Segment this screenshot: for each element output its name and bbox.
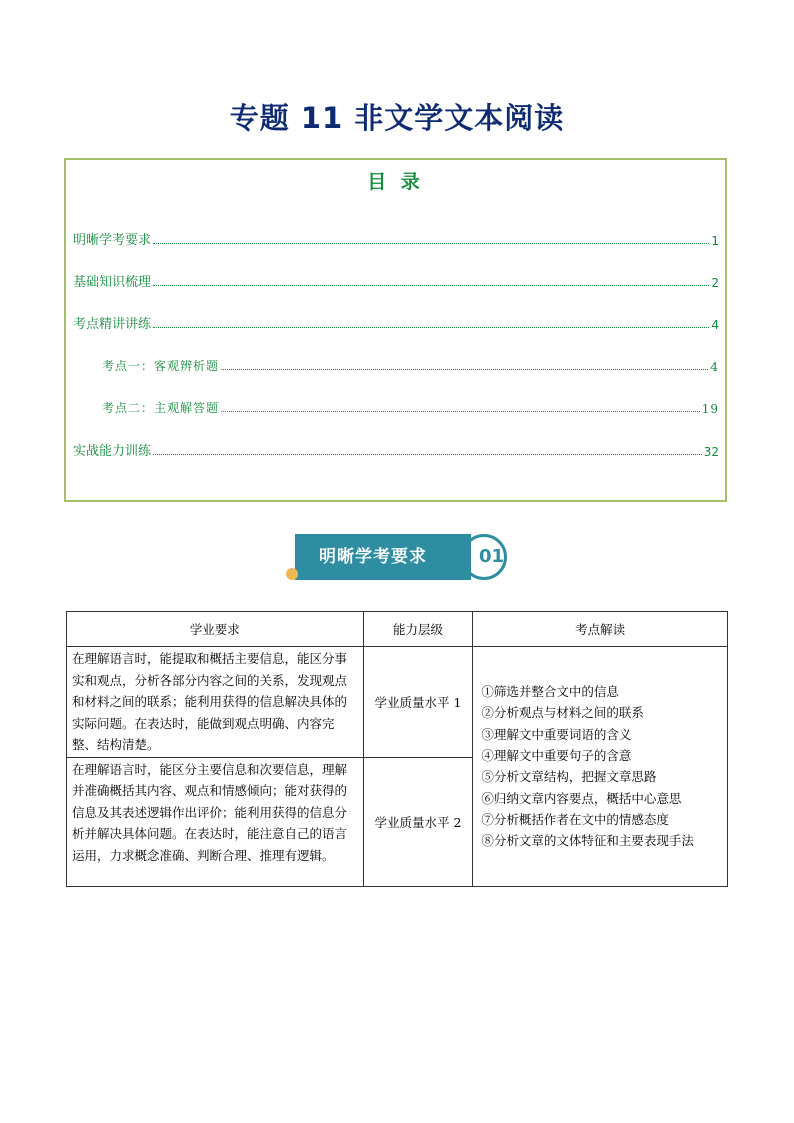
toc-item-page: 19 — [701, 402, 719, 416]
point-item: ②分析观点与材料之间的联系 — [481, 705, 644, 721]
toc-subitem[interactable] — [102, 396, 719, 416]
point-item: ⑧分析文章的文体特征和主要表现手法 — [481, 833, 694, 849]
table-of-contents — [64, 158, 727, 502]
toc-item-label: 明晰学考要求 — [73, 233, 152, 248]
section-label: 明晰学考要求 — [319, 547, 427, 567]
toc-item-page: 4 — [710, 360, 719, 374]
column-header: 学业要求 — [67, 612, 364, 647]
point-item: ⑤分析文章结构，把握文章思路 — [481, 769, 657, 785]
toc-item-label: 考点一：客观辨析题 — [102, 359, 220, 373]
column-header: 能力层级 — [363, 612, 473, 647]
toc-leader — [153, 326, 709, 328]
toc-item[interactable] — [73, 228, 719, 248]
toc-subitem[interactable] — [102, 354, 719, 374]
toc-leader — [153, 453, 702, 455]
toc-leader — [221, 410, 700, 412]
toc-leader — [153, 284, 709, 286]
point-item: ⑦分析概括作者在文中的情感态度 — [481, 811, 669, 827]
requirements-table — [66, 611, 728, 887]
toc-item-page: 2 — [711, 276, 719, 290]
toc-item-label: 考点二：主观解答题 — [102, 401, 220, 415]
point-item: ①筛选并整合文中的信息 — [481, 684, 619, 700]
toc-item-page: 32 — [703, 445, 719, 459]
toc-item[interactable] — [73, 439, 719, 459]
points-cell — [473, 647, 728, 887]
toc-item-label: 实战能力训练 — [73, 444, 152, 459]
banner-decoration-dot — [286, 568, 298, 580]
toc-item-page: 4 — [711, 318, 719, 332]
column-header: 考点解读 — [473, 612, 728, 647]
point-item: ⑥归纳文章内容要点，概括中心意思 — [481, 790, 682, 806]
toc-item-page: 1 — [711, 234, 719, 248]
page-title: 专题 11 非文学文本阅读 — [229, 101, 565, 135]
table-row — [67, 647, 728, 758]
table-header-row — [67, 612, 728, 647]
toc-item-label: 考点精讲讲练 — [73, 317, 152, 332]
toc-item[interactable] — [73, 312, 719, 332]
toc-item[interactable] — [73, 270, 719, 290]
toc-item-label: 基础知识梳理 — [73, 275, 152, 290]
section-banner — [295, 534, 511, 580]
requirement-cell: 在理解语言时，能区分主要信息和次要信息，理解并准确概括其内容、观点和情感倾向；能对获得的信息及其表述逻辑作出评价；能利用获得的信息分析并解决具体问题。在表达时，能注意自己的语言运用，力求概念准确、判断合理、推理有逻辑。 — [67, 757, 364, 886]
level-cell: 学业质量水平 1 — [363, 647, 473, 758]
toc-leader — [221, 368, 708, 370]
requirement-cell: 在理解语言时，能提取和概括主要信息，能区分事实和观点，分析各部分内容之间的关系，发现观点和材料之间的联系；能利用获得的信息解决具体的实际问题。在表达时，能做到观点明确、内容完整、结构清楚。 — [67, 647, 364, 758]
point-item: ④理解文中重要句子的含意 — [481, 747, 632, 763]
toc-leader — [153, 242, 709, 244]
section-number: 01 — [479, 546, 505, 567]
level-cell: 学业质量水平 2 — [363, 757, 473, 886]
toc-heading: 目 录 — [367, 171, 424, 193]
point-item: ③理解文中重要词语的含义 — [481, 726, 632, 742]
